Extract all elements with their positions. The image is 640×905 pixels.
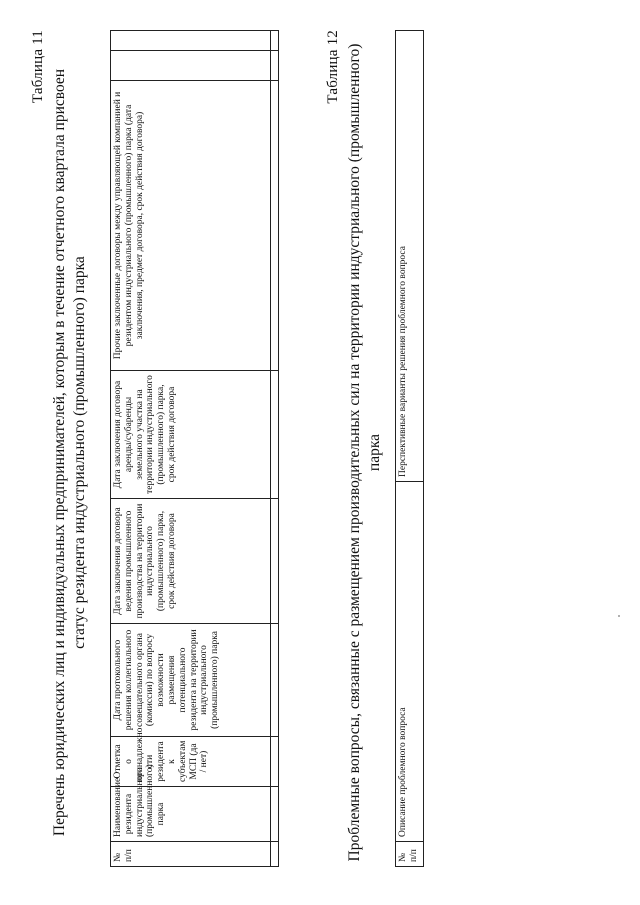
- table-cell: [271, 737, 279, 787]
- table-12-title-line-1: Проблемные вопросы, связанные с размещением производительных сил на территории индустриального (промышленного): [346, 43, 363, 862]
- header-cell-number: № п/п: [111, 842, 271, 867]
- header-cell-empty-2: [111, 31, 271, 51]
- header-cell-msp-mark: Отметка о принадлежно сти резидента к субъектам МСП (да / нет): [111, 737, 271, 787]
- table-cell: [271, 842, 279, 867]
- table-cell: [271, 499, 279, 624]
- table-cell: [271, 624, 279, 737]
- header-cell-production-contract-date: Дата заключения договора ведения промышленного производства на территории индустриального (промышленного) парка, срок действия договора: [111, 499, 271, 624]
- table-12-title-line-2: парка: [366, 433, 383, 472]
- table-cell: [271, 31, 279, 51]
- table-12-title: [345, 20, 385, 885]
- header-cell-other-contracts: Прочие заключенные договоры между управляющей компанией и резидентом индустриального (промышленного) парка (дата заключения, предмет договора, срок действия договора): [111, 81, 271, 371]
- table-cell: [271, 787, 279, 842]
- header-cell-number: № п/п: [396, 842, 424, 867]
- table-12-label: Таблица 12: [325, 30, 341, 104]
- table-12: [395, 30, 424, 867]
- table-11-title-line-2: статус резидента индустриального (промышленного) парка: [71, 256, 88, 649]
- table-cell: [271, 51, 279, 81]
- table-11-title: [50, 20, 90, 885]
- header-cell-protocol-date: Дата протокольного решения коллегиального совещательного органа (комиссии) по вопросу возможности размещения потенциального резидента на территории индустриального (промышленного) парка: [111, 624, 271, 737]
- header-cell-resident-name: Наименование резидента индустриального (промышленного) парка: [111, 787, 271, 842]
- table-12-header-row: [396, 31, 424, 867]
- table-11: [110, 30, 279, 867]
- header-cell-solution-options: Перспективные варианты решения проблемного вопроса: [396, 31, 424, 482]
- table-cell: [271, 81, 279, 371]
- table-11-header-row: [111, 31, 271, 867]
- table-11-label: Таблица 11: [30, 30, 46, 104]
- header-cell-empty-1: [111, 51, 271, 81]
- scan-speck: [618, 615, 620, 617]
- table-11-empty-row: [271, 31, 279, 867]
- header-cell-problem-description: Описание проблемного вопроса: [396, 482, 424, 842]
- table-cell: [271, 371, 279, 499]
- table-11-title-line-1: Перечень юридических лиц и индивидуальных предпринимателей, которым в течение отчетного квартала присвоен: [51, 68, 68, 837]
- header-cell-lease-contract-date: Дата заключения договора аренды/субаренды земельного участка на территории индустриального (промышленного) парка, срок действия договора: [111, 371, 271, 499]
